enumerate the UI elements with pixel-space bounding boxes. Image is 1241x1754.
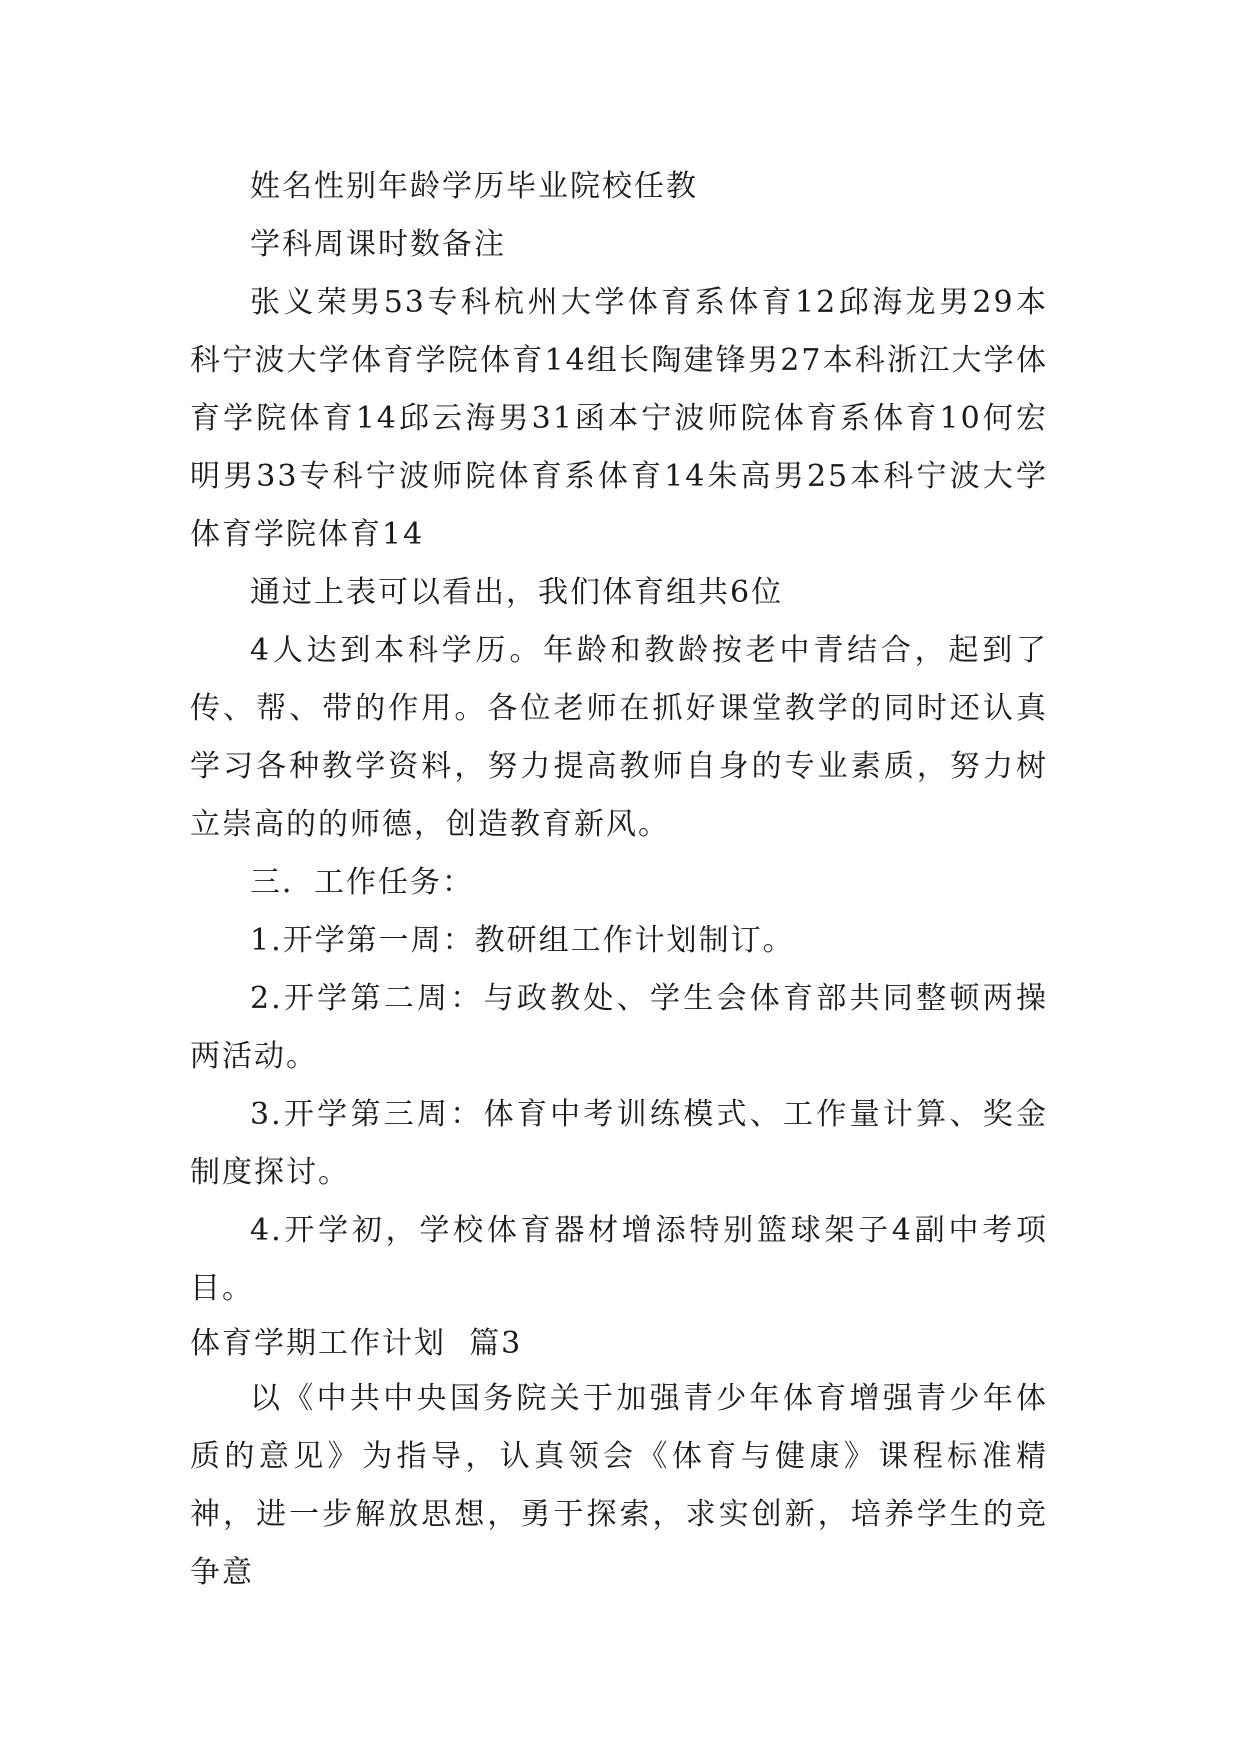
section-paragraph: 以《中共中央国务院关于加强青少年体育增强青少年体质的意见》为指导，认真领会《体育与健康》课程标准精神，进一步解放思想，勇于探索，求实创新，培养学生的竞争意 <box>190 1381 1048 1590</box>
section-heading: 体育学期工作计划 篇3 <box>190 1326 523 1361</box>
task-item-2: 2.开学第二周：与政教处、学生会体育部共同整顿两操两活动。 <box>190 981 1048 1074</box>
task-item-1: 1.开学第一周：教研组工作计划制订。 <box>250 923 795 958</box>
task-item-4: 4.开学初，学校体育器材增添特别篮球架子4副中考项目。 <box>190 1213 1048 1306</box>
staff-table-text: 张义荣男53专科杭州大学体育系体育12邱海龙男29本科宁波大学体育学院体育14组长陶建锋男27本科浙江大学体育学院体育14邱云海男31函本宁波师院体育系体育10何宏明男33专科宁波师院体育系体育14朱高男25本科宁波大学体育学院体育14 <box>190 285 1048 552</box>
table-header-line-1: 姓名性别年龄学历毕业院校任教 <box>250 169 698 204</box>
summary-line: 通过上表可以看出，我们体育组共6位 <box>250 575 784 610</box>
summary-paragraph: 4人达到本科学历。年龄和教龄按老中青结合，起到了传、帮、带的作用。各位老师在抓好课堂教学的同时还认真学习各种教学资料，努力提高教师自身的专业素质，努力树立崇高的的师德，创造教育新风。 <box>190 633 1048 842</box>
document-body <box>190 158 1048 1602</box>
table-header-line-2: 学科周课时数备注 <box>250 227 506 262</box>
tasks-heading: 三．工作任务： <box>250 865 474 900</box>
task-item-3: 3.开学第三周：体育中考训练模式、工作量计算、奖金制度探讨。 <box>190 1097 1048 1190</box>
